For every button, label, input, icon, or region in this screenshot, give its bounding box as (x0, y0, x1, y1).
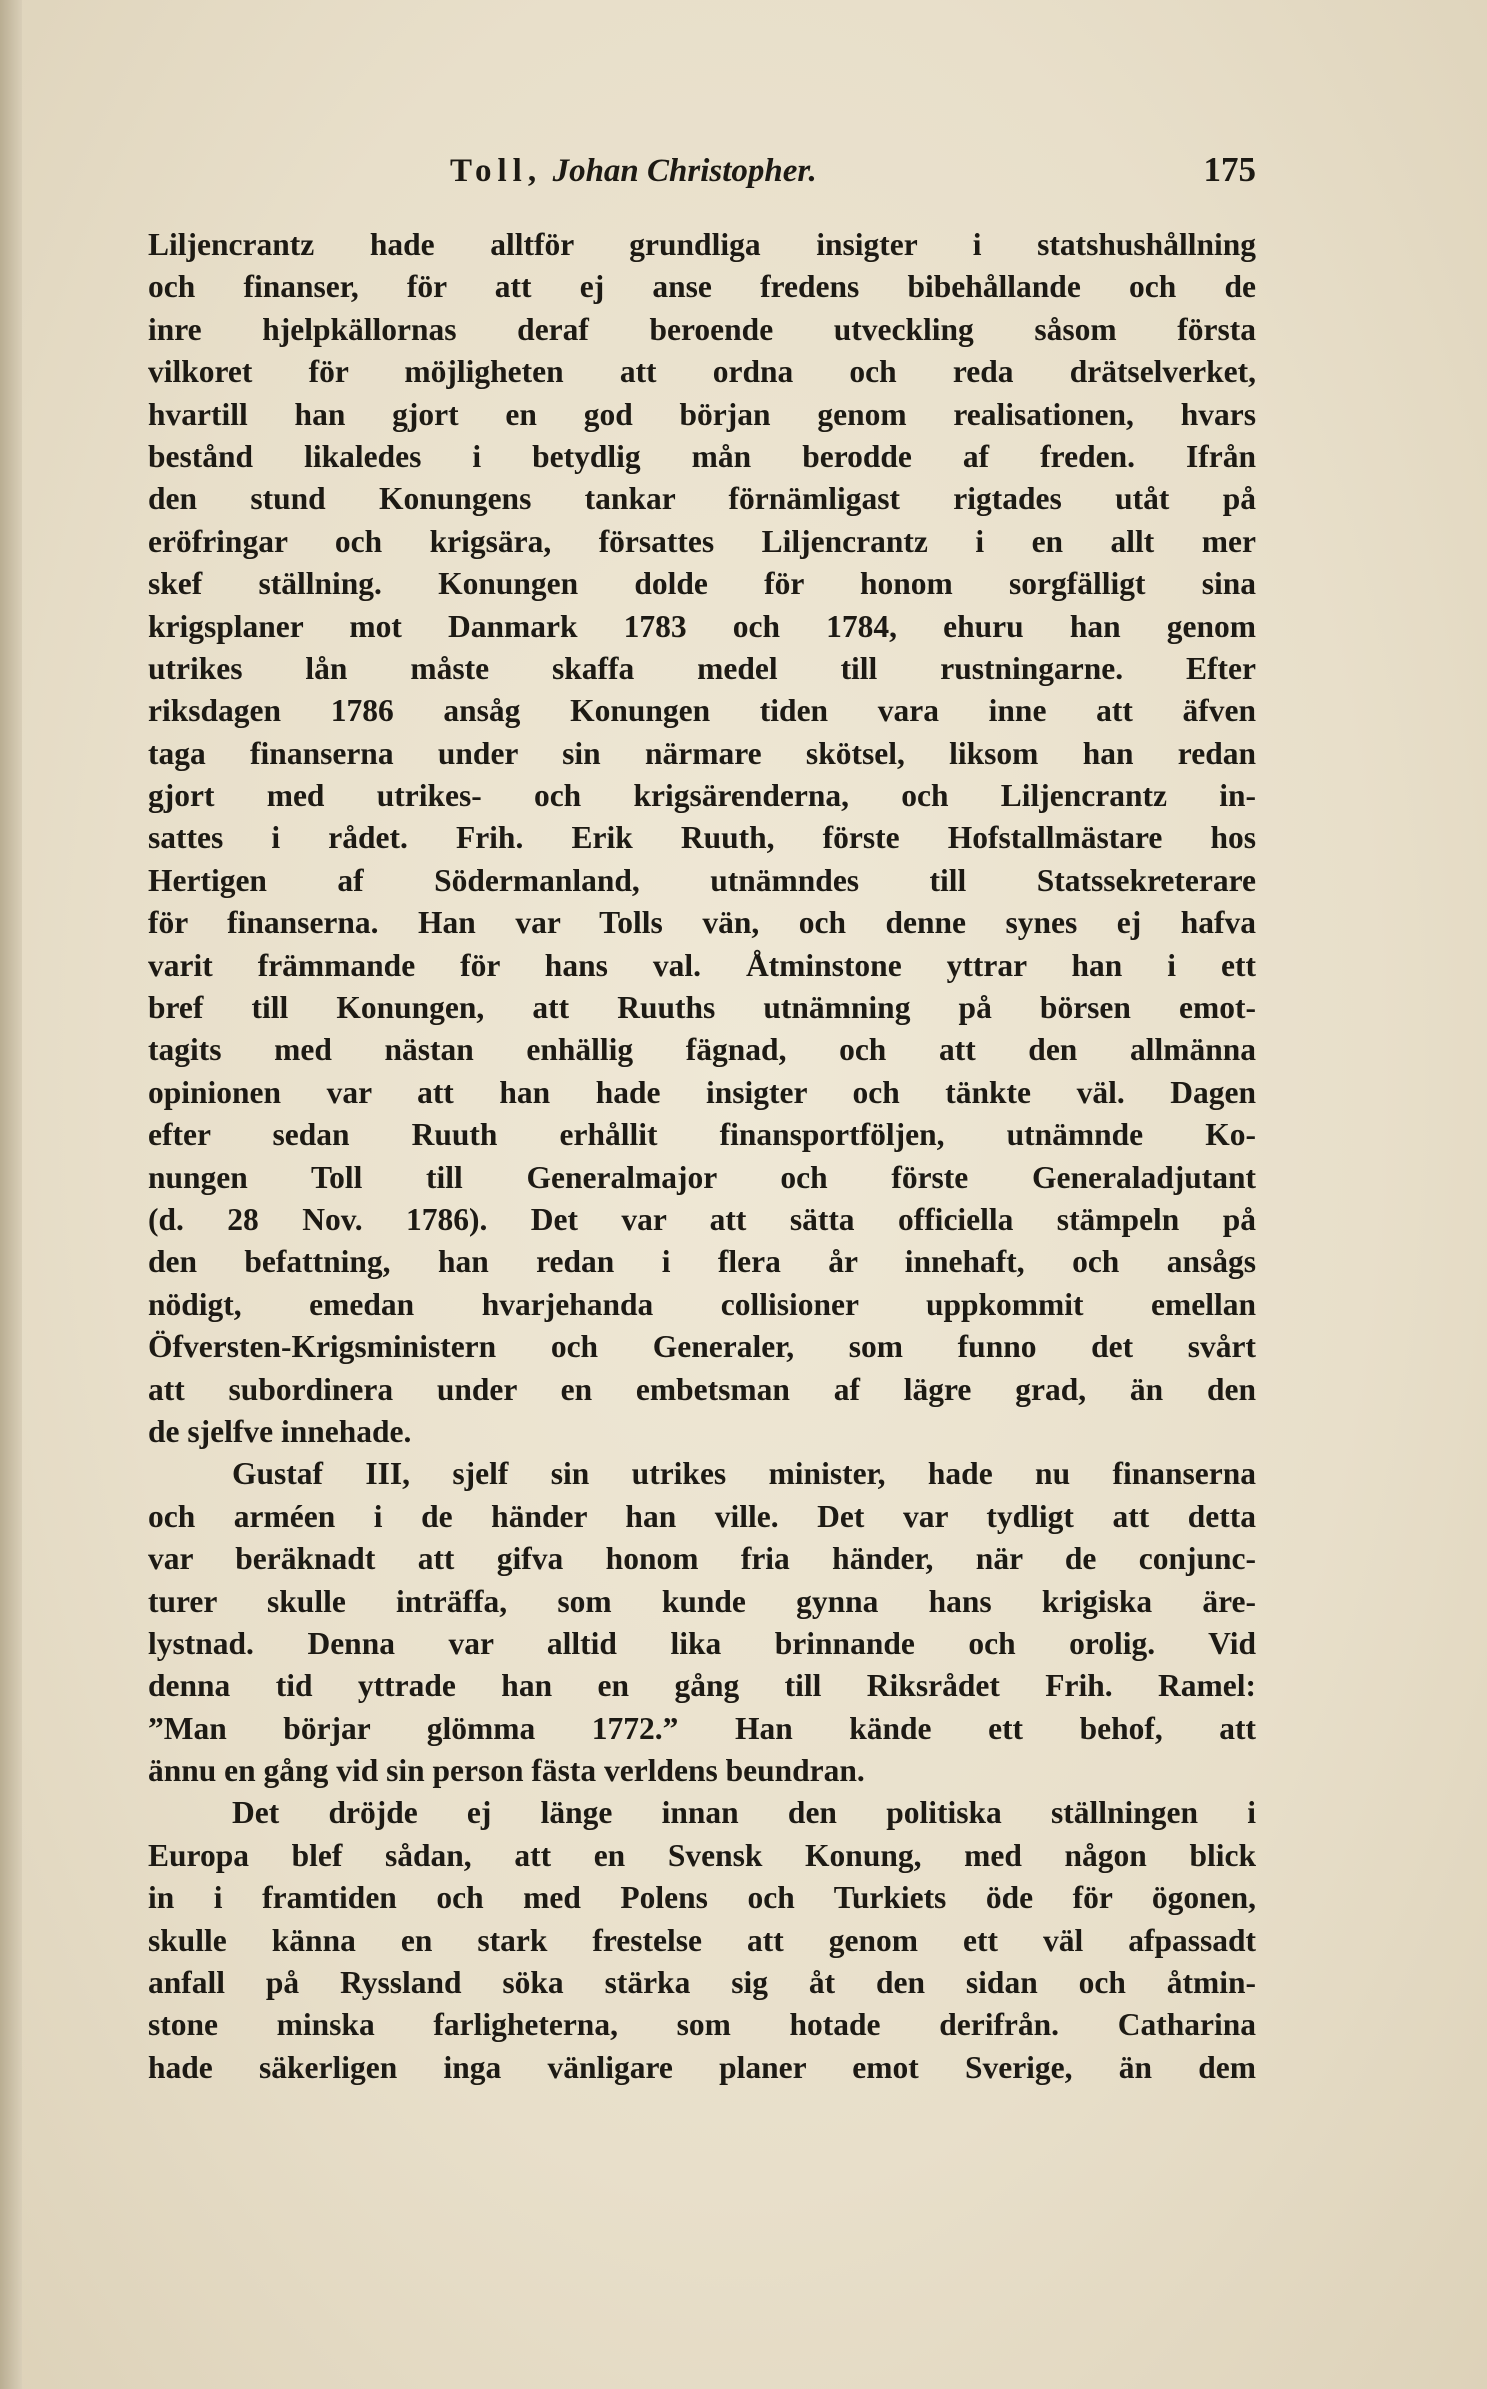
text-line: in i framtiden och med Polens och Turkiets öde för ögonen, (148, 1880, 1256, 1916)
text-line: opinionen var att han hade insigter och tänkte väl. Dagen (148, 1074, 1256, 1110)
text-line: ”Man börjar glömma 1772.” Han kände ett behof, att (148, 1710, 1256, 1746)
text-line: stone minska farligheterna, som hotade derifrån. Catharina (148, 2007, 1256, 2043)
text-line: de sjelfve innehade. (148, 1413, 412, 1449)
text-line: denna tid yttrade han en gång till Riksrådet Frih. Ramel: (148, 1668, 1256, 1704)
running-head-surname: Toll, (450, 153, 543, 189)
paragraph (148, 1453, 1256, 1792)
text-line: Det dröjde ej länge innan den politiska ställningen i (232, 1795, 1256, 1831)
text-line: Hertigen af Södermanland, utnämndes till Statssekreterare (148, 862, 1256, 898)
text-line: tagits med nästan enhällig fägnad, och att den allmänna (148, 1032, 1256, 1068)
text-line: sattes i rådet. Frih. Erik Ruuth, förste Hofstallmästare hos (148, 820, 1256, 856)
page-header (150, 150, 1256, 200)
text-line: efter sedan Ruuth erhållit finansportföljen, utnämnde Ko- (148, 1117, 1256, 1153)
paragraph (148, 1792, 1256, 2089)
text-line: nödigt, emedan hvarjehanda collisioner uppkommit emellan (148, 1286, 1256, 1322)
page-number: 175 (1203, 150, 1256, 189)
text-line: taga finanserna under sin närmare skötsel, liksom han redan (148, 735, 1256, 771)
text-line: krigsplaner mot Danmark 1783 och 1784, ehuru han genom (148, 608, 1256, 644)
text-line: Öfversten-Krigsministern och Generaler, som funno det svårt (148, 1329, 1256, 1365)
text-line: nungen Toll till Generalmajor och förste Generaladjutant (148, 1159, 1256, 1195)
text-line: den befattning, han redan i flera år innehaft, och ansågs (148, 1244, 1256, 1280)
text-line: gjort med utrikes- och krigsärenderna, och Liljencrantz in- (148, 778, 1256, 814)
text-line: skulle känna en stark frestelse att genom ett väl afpassadt (148, 1922, 1256, 1958)
text-line: turer skulle inträffa, som kunde gynna hans krigiska äre- (148, 1583, 1256, 1619)
text-line: inre hjelpkällornas deraf beroende utveckling såsom första (148, 311, 1256, 347)
text-line: vilkoret för möjligheten att ordna och reda drätselverket, (148, 354, 1256, 390)
page-gutter (0, 0, 22, 2389)
text-line: och arméen i de händer han ville. Det var tydligt att detta (148, 1498, 1256, 1534)
text-line: anfall på Ryssland söka stärka sig åt den sidan och åtmin- (148, 1965, 1256, 2001)
text-line: ännu en gång vid sin person fästa verldens beundran. (148, 1753, 865, 1789)
text-line: den stund Konungens tankar förnämligast rigtades utåt på (148, 481, 1256, 517)
text-line: och finanser, för att ej anse fredens bibehållande och de (148, 269, 1256, 305)
text-line: hade säkerligen inga vänligare planer emot Sverige, än dem (148, 2049, 1256, 2085)
text-line: för finanserna. Han var Tolls vän, och denne synes ej hafva (148, 905, 1256, 941)
text-line: lystnad. Denna var alltid lika brinnande och orolig. Vid (148, 1625, 1256, 1661)
text-line: (d. 28 Nov. 1786). Det var att sätta officiella stämpeln på (148, 1201, 1256, 1237)
text-line: var beräknadt att gifva honom fria händer, när de conjunc- (148, 1541, 1256, 1577)
paragraph (148, 224, 1256, 1453)
text-line: eröfringar och krigsära, försattes Liljencrantz i en allt mer (148, 523, 1256, 559)
text-line: Europa blef sådan, att en Svensk Konung, med någon blick (148, 1837, 1256, 1873)
text-line: skef ställning. Konungen dolde för honom sorgfälligt sina (148, 566, 1256, 602)
text-line: riksdagen 1786 ansåg Konungen tiden vara inne att äfven (148, 693, 1256, 729)
text-line: Gustaf III, sjelf sin utrikes minister, hade nu finanserna (232, 1456, 1256, 1492)
text-line: utrikes lån måste skaffa medel till rustningarne. Efter (148, 650, 1256, 686)
running-head (450, 150, 817, 190)
running-head-given-name: Johan Christopher. (552, 153, 817, 189)
text-line: bestånd likaledes i betydlig mån berodde af freden. Ifrån (148, 438, 1256, 474)
text-line: varit främmande för hans val. Åtminstone yttrar han i ett (148, 947, 1256, 983)
text-line: att subordinera under en embetsman af lägre grad, än den (148, 1371, 1256, 1407)
body-text (148, 224, 1256, 2089)
text-line: bref till Konungen, att Ruuths utnämning på börsen emot- (148, 990, 1256, 1026)
text-line: hvartill han gjort en god början genom realisationen, hvars (148, 396, 1256, 432)
text-line: Liljencrantz hade alltför grundliga insigter i statshushållning (148, 227, 1256, 262)
